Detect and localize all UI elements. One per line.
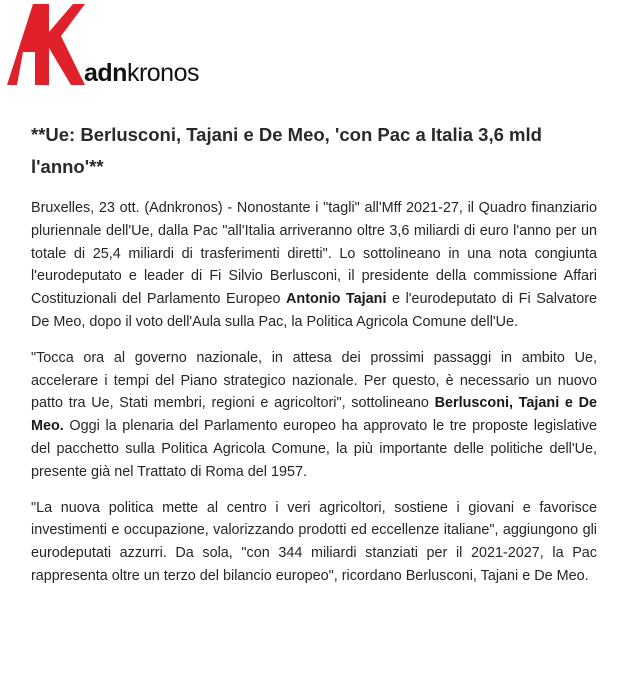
article-paragraph-3: "La nuova politica mette al centro i veri agricoltori, sostiene i giovani e favorisce investimenti e occupazione, valorizzando prodotti ed eccellenze italiane", aggiungono gli eurodeputati azzurri. Da sola, "con 344 miliardi stanziati per il 2021-2027, la Pac rappresenta oltre un terzo del bilancio europeo", ricordano Berlusconi, Tajani e De Meo. [31, 499, 597, 584]
paragraph-2-text-b: Oggi la plenaria del Parlamento europeo ha approvato le tre proposte legislative del pacchetto sulla Politica Agricola Comune, la più importante delle politiche dell'Ue, presente già nel Trattato di Roma del 1957. [31, 418, 597, 480]
article-title: **Ue: Berlusconi, Tajani e De Meo, 'con Pac a Italia 3,6 mld l'anno'** [31, 124, 542, 177]
article-body [31, 197, 597, 601]
wordmark-bold: adn [84, 59, 127, 87]
paragraph-1-text-b: e l'eurodeputato di Fi Salvatore De Meo, dopo il voto dell'Aula sulla Pac, la Politica Agricola Comune dell'Ue. [31, 291, 597, 330]
paragraph-1-text-a: Bruxelles, 23 ott. (Adnkronos) - Nonostante i "tagli" all'Mff 2021-27, il Quadro finanziario pluriennale dell'Ue, dalla Pac "all'Italia arriveranno oltre 3,6 miliardi di euro l'anno per un totale di 25,4 miliardi di trasferimenti diretti". Lo sottolineano in una nota congiunta l'eurodeputato e leader di Fi Silvio Berlusconi, il presidente della commissione Affari Costituzionali del Parlamento Europeo [31, 200, 597, 308]
paragraph-2-text-a: "Tocca ora al governo nazionale, in attesa dei prossimi passaggi in ambito Ue, accelerare i tempi del Piano strategico nazionale. Per questo, è necessario un nuovo patto tra Ue, Stati membri, regioni e agricoltori", sottolineano [31, 349, 597, 412]
paragraph-1-bold-name: Antonio Tajani [286, 291, 387, 308]
adnkronos-wordmark [84, 59, 199, 88]
article-paragraph-2 [31, 347, 597, 484]
article-paragraph-1 [31, 197, 597, 334]
adnkronos-logo[interactable] [5, 4, 205, 90]
paragraph-2-bold-names: Berlusconi, Tajani e De Meo. [31, 395, 598, 435]
wordmark-regular: kronos [126, 59, 199, 87]
adnkronos-logo-icon [5, 4, 85, 86]
